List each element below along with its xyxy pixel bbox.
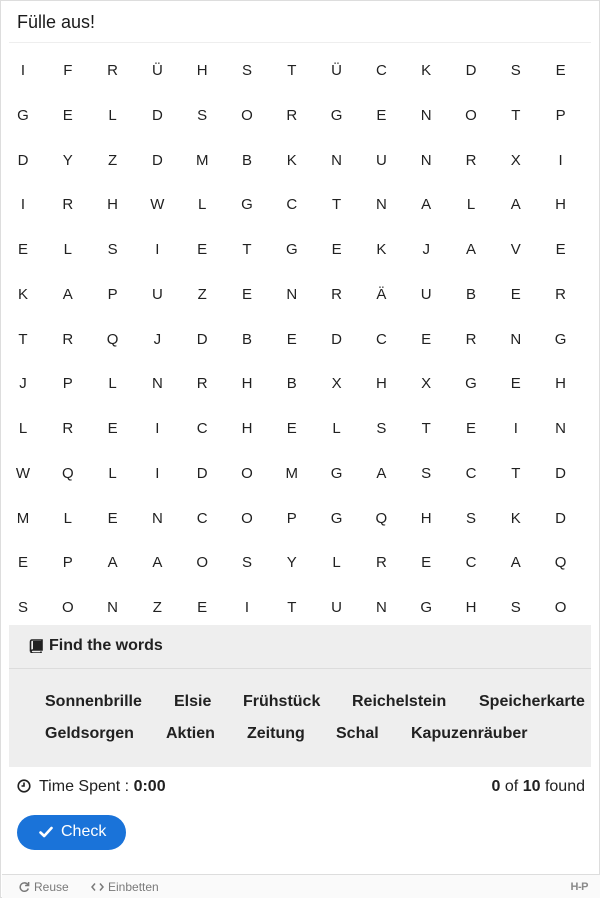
grid-letter[interactable]: P bbox=[286, 509, 297, 527]
grid-letter[interactable]: S bbox=[17, 599, 28, 616]
grid-letter[interactable]: K bbox=[286, 151, 297, 169]
grid-letter[interactable]: E bbox=[421, 330, 432, 348]
grid-letter[interactable]: Q bbox=[375, 509, 388, 527]
footer-bar bbox=[2, 874, 600, 898]
grid-letter[interactable]: S bbox=[241, 554, 252, 572]
grid-letter[interactable]: G bbox=[465, 375, 477, 393]
grid-letter[interactable]: R bbox=[331, 285, 343, 303]
grid-letter[interactable]: M bbox=[285, 464, 299, 482]
grid-letter[interactable]: G bbox=[554, 330, 567, 348]
grid-letter[interactable]: S bbox=[510, 599, 521, 616]
grid-letter[interactable]: E bbox=[107, 420, 118, 437]
words-panel bbox=[9, 625, 591, 767]
grid-letter[interactable]: G bbox=[330, 464, 343, 482]
found-label: found bbox=[544, 778, 585, 795]
grid-letter[interactable]: J bbox=[422, 241, 430, 258]
grid-letter[interactable]: L bbox=[63, 509, 72, 527]
grid-letter[interactable]: L bbox=[332, 420, 341, 437]
grid-letter[interactable]: T bbox=[332, 196, 342, 214]
grid-letter[interactable]: N bbox=[555, 420, 567, 437]
grid-letter[interactable]: P bbox=[555, 106, 566, 124]
grid-letter[interactable]: S bbox=[465, 509, 476, 527]
grid-letter[interactable]: D bbox=[555, 464, 567, 482]
found-of: of bbox=[504, 778, 519, 795]
grid-letter[interactable]: G bbox=[241, 196, 253, 214]
grid-letter[interactable]: N bbox=[420, 151, 432, 169]
word-item: Zeitung bbox=[247, 725, 305, 742]
grid-letter[interactable]: R bbox=[62, 330, 74, 348]
title-divider bbox=[9, 42, 591, 43]
grid-letter[interactable]: E bbox=[510, 375, 521, 393]
grid-letter[interactable]: P bbox=[62, 375, 73, 393]
grid-letter[interactable]: O bbox=[241, 106, 253, 124]
task-title: Fülle aus! bbox=[17, 12, 96, 32]
word-item: Geldsorgen bbox=[45, 725, 134, 742]
grid-letter[interactable]: I bbox=[155, 420, 160, 437]
grid-letter[interactable]: Z bbox=[108, 151, 118, 169]
grid-letter[interactable]: T bbox=[421, 420, 431, 437]
grid-letter[interactable]: E bbox=[197, 599, 208, 616]
clock-icon bbox=[17, 779, 31, 793]
grid-letter[interactable]: D bbox=[151, 106, 163, 124]
grid-letter[interactable]: D bbox=[151, 151, 163, 169]
word-item: Schal bbox=[336, 725, 379, 742]
embed-link[interactable] bbox=[91, 880, 159, 894]
grid-letter[interactable]: N bbox=[420, 106, 432, 124]
grid-letter[interactable]: K bbox=[421, 62, 432, 79]
words-panel-header bbox=[9, 625, 591, 669]
grid-letter[interactable]: C bbox=[465, 464, 477, 482]
grid-letter[interactable]: T bbox=[287, 599, 297, 616]
grid-letter[interactable]: G bbox=[330, 106, 343, 124]
grid-letter[interactable]: R bbox=[465, 151, 477, 169]
grid-letter[interactable]: G bbox=[17, 106, 29, 124]
grid-letter[interactable]: J bbox=[153, 330, 162, 348]
grid-letter[interactable]: A bbox=[376, 464, 387, 482]
grid-letter[interactable]: T bbox=[287, 62, 297, 79]
grid-letter[interactable]: N bbox=[107, 599, 119, 616]
grid-letter[interactable]: L bbox=[466, 196, 476, 214]
grid-letter[interactable]: J bbox=[19, 375, 27, 393]
grid-letter[interactable]: N bbox=[510, 330, 522, 348]
grid-letter[interactable]: C bbox=[286, 196, 298, 214]
grid-letter[interactable]: N bbox=[375, 599, 387, 616]
time-spent-value: 0:00 bbox=[133, 778, 166, 795]
grid-letter[interactable]: B bbox=[286, 375, 297, 393]
word-item: Reichelstein bbox=[352, 693, 447, 710]
grid-letter[interactable]: I bbox=[20, 196, 26, 214]
grid-letter[interactable]: E bbox=[17, 554, 28, 572]
grid-letter[interactable]: U bbox=[375, 151, 387, 169]
words-panel-title: Find the words bbox=[49, 637, 163, 654]
grid-letter[interactable]: D bbox=[555, 509, 567, 527]
grid-letter[interactable]: I bbox=[155, 464, 160, 482]
grid-letter[interactable]: N bbox=[151, 509, 163, 527]
word-item: Speicherkarte bbox=[479, 693, 585, 710]
grid-letter[interactable]: H bbox=[420, 509, 432, 527]
grid-letter[interactable]: E bbox=[510, 285, 521, 303]
grid-letter[interactable]: D bbox=[17, 151, 29, 169]
grid-letter[interactable]: D bbox=[331, 330, 343, 348]
grid-letter[interactable]: G bbox=[285, 241, 298, 258]
word-item: Elsie bbox=[174, 693, 212, 710]
grid-letter[interactable]: S bbox=[107, 241, 118, 258]
grid-letter[interactable]: N bbox=[286, 285, 298, 303]
grid-letter[interactable]: D bbox=[465, 62, 477, 79]
grid-letter[interactable]: I bbox=[20, 62, 26, 79]
grid-letter[interactable]: O bbox=[465, 106, 477, 124]
grid-letter[interactable]: A bbox=[152, 554, 163, 572]
grid-letter[interactable]: I bbox=[558, 151, 563, 169]
grid-letter[interactable]: R bbox=[62, 420, 74, 437]
grid-letter[interactable]: R bbox=[196, 375, 208, 393]
grid-letter[interactable]: W bbox=[15, 464, 31, 482]
grid-letter[interactable]: D bbox=[196, 464, 208, 482]
grid-letter[interactable]: A bbox=[465, 241, 476, 258]
grid-letter[interactable]: L bbox=[18, 420, 28, 437]
grid-letter[interactable]: C bbox=[375, 330, 387, 348]
grid-letter[interactable]: I bbox=[155, 241, 160, 258]
grid-letter[interactable]: R bbox=[62, 196, 74, 214]
status-row bbox=[17, 777, 585, 797]
grid-letter[interactable]: T bbox=[242, 241, 252, 258]
grid-letter[interactable]: S bbox=[376, 420, 387, 437]
grid-letter[interactable]: H bbox=[555, 196, 567, 214]
grid-letter[interactable]: A bbox=[510, 554, 521, 572]
grid-letter[interactable]: B bbox=[241, 330, 252, 348]
grid-letter[interactable]: O bbox=[554, 599, 567, 616]
grid-letter[interactable]: Y bbox=[286, 554, 297, 572]
embed-label: Einbetten bbox=[108, 880, 159, 894]
grid-letter[interactable]: X bbox=[510, 151, 521, 169]
grid-letter[interactable]: C bbox=[375, 62, 387, 79]
grid-letter[interactable]: Q bbox=[61, 464, 74, 482]
grid-letter[interactable]: E bbox=[555, 241, 566, 258]
found-total: 10 bbox=[522, 778, 541, 795]
grid-letter[interactable]: L bbox=[108, 106, 117, 124]
grid-letter[interactable]: E bbox=[376, 106, 387, 124]
grid-letter[interactable]: Ä bbox=[376, 285, 387, 303]
grid-letter[interactable]: L bbox=[108, 375, 117, 393]
grid-letter[interactable]: O bbox=[61, 599, 74, 616]
grid-letter[interactable]: Y bbox=[62, 151, 73, 169]
grid-letter[interactable]: K bbox=[376, 241, 387, 258]
grid-letter[interactable]: A bbox=[107, 554, 118, 572]
grid-letter[interactable]: K bbox=[510, 509, 521, 527]
word-item: Frühstück bbox=[243, 693, 321, 710]
grid-letter[interactable]: U bbox=[151, 285, 163, 303]
grid-letter[interactable]: Q bbox=[554, 554, 567, 572]
grid-letter[interactable]: Q bbox=[106, 330, 119, 348]
grid-letter[interactable]: R bbox=[555, 285, 567, 303]
grid-letter[interactable]: O bbox=[241, 464, 253, 482]
grid-letter[interactable]: X bbox=[421, 375, 432, 393]
grid-letter[interactable]: O bbox=[241, 509, 253, 527]
grid-letter[interactable]: H bbox=[465, 599, 477, 616]
grid-letter[interactable]: N bbox=[331, 151, 343, 169]
grid-letter[interactable]: A bbox=[510, 196, 521, 214]
time-spent bbox=[39, 778, 166, 796]
grid-letter[interactable]: E bbox=[62, 106, 73, 124]
grid-letter[interactable]: E bbox=[241, 285, 252, 303]
grid-letter[interactable]: E bbox=[331, 241, 342, 258]
grid-letter[interactable]: G bbox=[420, 599, 433, 616]
grid-letter[interactable]: T bbox=[18, 330, 28, 348]
book-icon bbox=[29, 639, 43, 653]
grid-letter[interactable]: P bbox=[62, 554, 73, 572]
grid-letter[interactable]: V bbox=[510, 241, 521, 258]
grid-letter[interactable]: E bbox=[197, 241, 208, 258]
check-button[interactable] bbox=[17, 815, 126, 850]
grid-letter[interactable]: A bbox=[421, 196, 432, 214]
grid-letter[interactable]: R bbox=[107, 62, 119, 79]
grid-letter[interactable]: S bbox=[241, 62, 252, 79]
found-counter bbox=[492, 778, 585, 796]
grid-letter[interactable]: S bbox=[197, 106, 208, 124]
grid-letter[interactable]: K bbox=[17, 285, 28, 303]
grid-letter[interactable]: U bbox=[331, 599, 343, 616]
h5p-logo: H-P bbox=[570, 881, 588, 893]
grid-letter[interactable]: Ü bbox=[151, 62, 163, 79]
reuse-link[interactable] bbox=[18, 880, 69, 894]
grid-letter[interactable]: D bbox=[196, 330, 208, 348]
grid-letter[interactable]: M bbox=[195, 151, 209, 169]
grid-letter[interactable]: E bbox=[421, 554, 432, 572]
grid-letter[interactable]: I bbox=[513, 420, 518, 437]
grid-letter[interactable]: F bbox=[63, 62, 73, 79]
grid-letter[interactable]: M bbox=[16, 509, 30, 527]
grid-letter[interactable]: U bbox=[420, 285, 432, 303]
grid-letter[interactable]: E bbox=[286, 330, 297, 348]
grid-letter[interactable]: R bbox=[375, 554, 387, 572]
grid-letter[interactable]: B bbox=[465, 285, 476, 303]
found-count: 0 bbox=[491, 778, 501, 795]
grid-letter[interactable]: H bbox=[196, 62, 208, 79]
grid-letter[interactable]: Ü bbox=[331, 62, 343, 79]
grid-letter[interactable]: E bbox=[555, 62, 566, 79]
grid-letter[interactable]: H bbox=[241, 420, 253, 437]
grid-letter[interactable]: C bbox=[465, 554, 477, 572]
code-icon bbox=[91, 882, 104, 892]
grid-letter[interactable]: E bbox=[286, 420, 297, 437]
grid-letter[interactable]: H bbox=[107, 196, 119, 214]
checkmark-icon bbox=[39, 826, 53, 838]
grid-letter[interactable]: L bbox=[198, 196, 207, 214]
grid-letter[interactable]: H bbox=[375, 375, 387, 393]
grid-letter[interactable]: I bbox=[244, 599, 250, 616]
grid-letter[interactable]: O bbox=[196, 554, 209, 572]
grid-letter[interactable]: A bbox=[62, 285, 73, 303]
grid-letter[interactable]: L bbox=[108, 464, 117, 482]
reuse-icon bbox=[18, 881, 30, 893]
grid-letter[interactable]: W bbox=[150, 196, 165, 214]
grid-letter[interactable]: Z bbox=[152, 599, 162, 616]
grid-letter[interactable]: Z bbox=[197, 285, 207, 303]
grid-letter[interactable]: H bbox=[241, 375, 253, 393]
check-button-label: Check bbox=[61, 823, 107, 840]
grid-letter[interactable]: C bbox=[196, 420, 208, 437]
time-spent-label: Time Spent : bbox=[39, 778, 134, 795]
grid-letter[interactable]: S bbox=[510, 62, 521, 79]
grid-letter[interactable]: T bbox=[511, 106, 521, 124]
grid-letter[interactable]: E bbox=[17, 241, 28, 258]
grid-letter[interactable]: E bbox=[107, 509, 118, 527]
grid-letter[interactable]: S bbox=[421, 464, 432, 482]
grid-letter[interactable]: X bbox=[331, 375, 342, 393]
grid-letter[interactable]: L bbox=[63, 241, 72, 258]
grid-letter[interactable]: C bbox=[196, 509, 208, 527]
grid-letter[interactable]: T bbox=[511, 464, 521, 482]
word-item: Kapuzenräuber bbox=[411, 725, 528, 742]
grid-letter[interactable]: R bbox=[286, 106, 298, 124]
word-item: Aktien bbox=[166, 725, 215, 742]
grid-letter[interactable]: R bbox=[465, 330, 477, 348]
grid-letter[interactable]: E bbox=[465, 420, 476, 437]
grid-letter[interactable]: N bbox=[375, 196, 387, 214]
grid-letter[interactable]: L bbox=[332, 554, 341, 572]
grid-letter[interactable]: N bbox=[151, 375, 163, 393]
grid-letter[interactable]: G bbox=[330, 509, 343, 527]
grid-letter[interactable]: H bbox=[555, 375, 567, 393]
grid-letter[interactable]: P bbox=[107, 285, 118, 303]
word-item: Sonnenbrille bbox=[45, 693, 142, 710]
grid-letter[interactable]: B bbox=[241, 151, 252, 169]
reuse-label: Reuse bbox=[34, 880, 69, 894]
